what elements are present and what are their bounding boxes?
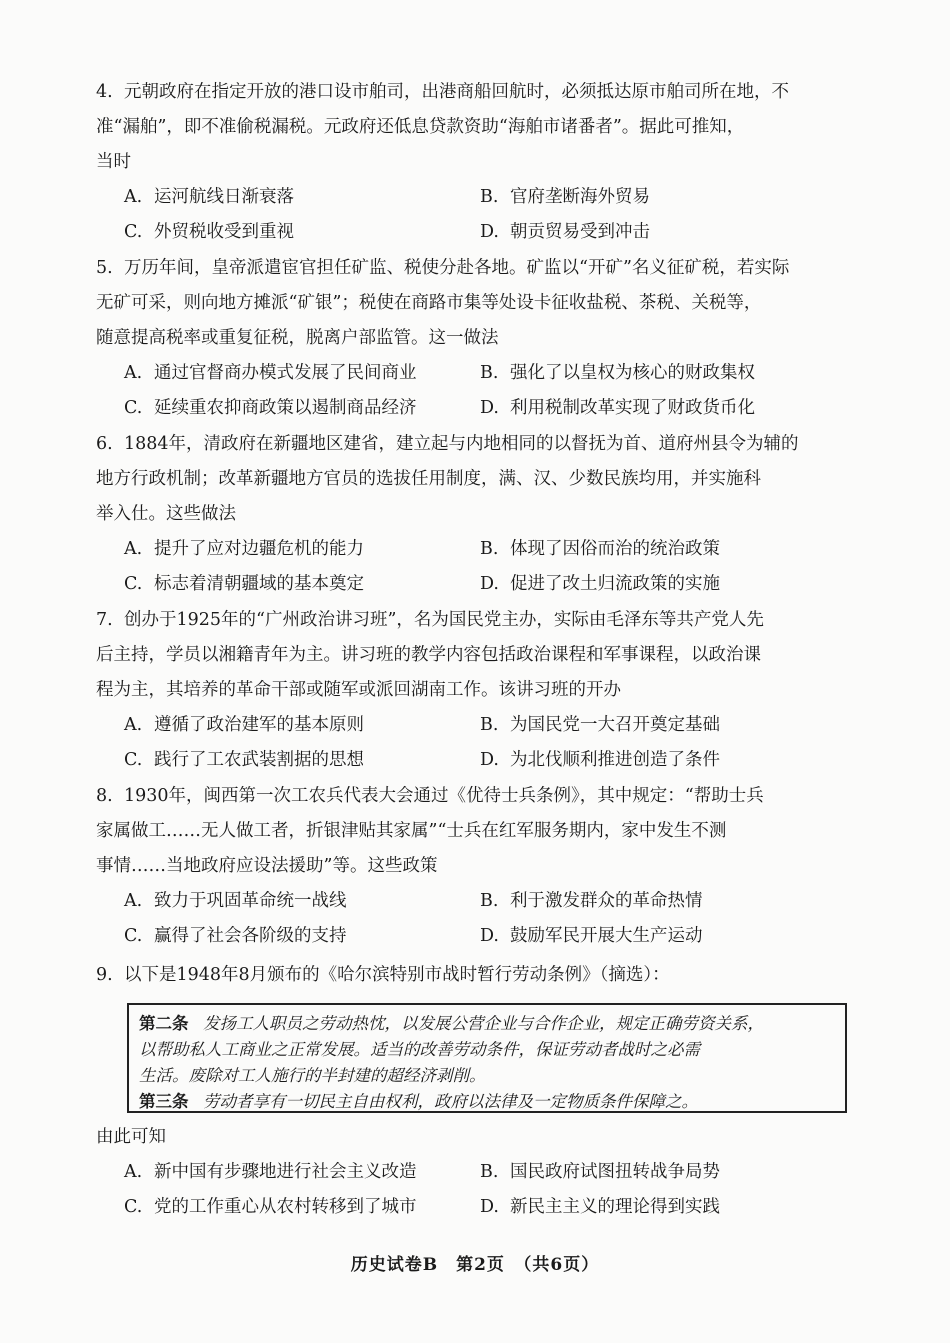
option-b: B. 体现了因俗而治的统治政策 [480,539,720,559]
option-b: B. 官府垄断海外贸易 [480,187,650,207]
option-d: D. 促进了改土归流政策的实施 [480,574,720,594]
question-stem: 4. 元朝政府在指定开放的港口设市舶司，出港商船回航时，必须抵达原市舶司所在地，不 [96,82,789,102]
option-b: B. 为国民党一大召开奠定基础 [480,715,720,735]
option-c: C. 党的工作重心从农村转移到了城市 [124,1197,417,1217]
option-d: D. 为北伐顺利推进创造了条件 [480,750,720,770]
question-stem: 9. 以下是1948年8月颁布的《哈尔滨特别市战时暂行劳动条例》（摘选）： [96,965,670,985]
options [124,1155,866,1225]
option-a: A. 通过官督商办模式发展了民间商业 [124,363,417,383]
option-c: C. 外贸税收受到重视 [124,222,294,242]
option-a: A. 遵循了政治建军的基本原则 [124,715,364,735]
question-stem: 8. 1930年，闽西第一次工农兵代表大会通过《优待士兵条例》，其中规定：“帮助士兵 [96,786,764,806]
option-a: A. 致力于巩固革命统一战线 [124,891,347,911]
question-9-options [96,1120,866,1225]
option-c: C. 延续重农抑商政策以遏制商品经济 [124,398,417,418]
article-3: 第三条 劳动者享有一切民主自由权利，政府以法律及一定物质条件保障之。 [139,1092,698,1111]
option-c: C. 践行了工农武装割据的思想 [124,750,364,770]
options [124,356,866,426]
option-d: D. 利用税制改革实现了财政货币化 [480,398,755,418]
question-4: 4. 元朝政府在指定开放的港口设市舶司，出港商船回航时，必须抵达原市舶司所在地，不 准“漏舶”，即不准偷税漏税。元政府还低息贷款资助“海舶市诸番者”。据此可推知， 当时 A. 运河航线日渐衰落 B. 官府垄断海外贸易 C. 外贸税收受到重视 D. 朝贡贸易受到冲击 [96,75,866,250]
option-b: B. 利于激发群众的革命热情 [480,891,703,911]
option-d: D. 朝贡贸易受到冲击 [480,222,650,242]
question-conclusion: 由此可知 [96,1127,166,1147]
page-footer: 历史试卷B 第2页 （共6页） [350,1255,600,1275]
question-stem: 6. 1884年，清政府在新疆地区建省，建立起与内地相同的以督抚为首、道府州县令为辅的 [96,434,799,454]
option-a: A. 提升了应对边疆危机的能力 [124,539,364,559]
question-stem: 5. 万历年间，皇帝派遣宦官担任矿监、税使分赴各地。矿监以“开矿”名义征矿税，若实际 [96,258,790,278]
option-d: D. 新民主主义的理论得到实践 [480,1197,720,1217]
options [124,708,866,778]
option-d: D. 鼓励军民开展大生产运动 [480,926,703,946]
option-c: C. 标志着清朝疆域的基本奠定 [124,574,364,594]
option-b: B. 国民政府试图扭转战争局势 [480,1162,720,1182]
option-c: C. 赢得了社会各阶级的支持 [124,926,347,946]
question-8: 8. 1930年，闽西第一次工农兵代表大会通过《优待士兵条例》，其中规定：“帮助士兵 家属做工……无人做工者，折银津贴其家属”“士兵在红军服务期内，家中发生不测 事情……当地政府应设法援助”等。这些政策 A. 致力于巩固革命统一战线 B. 利于激发群众的革命热情 C. 赢得了社会各阶级的支持 D. 鼓励军民开展大生产运动 [96,779,866,954]
question-stem: 7. 创办于1925年的“广州政治讲习班”，名为国民党主办，实际由毛泽东等共产党人先 [96,610,764,630]
article-2: 第二条 发扬工人职员之劳动热忱，以发展公营企业与合作企业，规定正确劳资关系， [139,1014,764,1033]
option-a: A. 新中国有步骤地进行社会主义改造 [124,1162,417,1182]
question-6: 6. 1884年，清政府在新疆地区建省，建立起与内地相同的以督抚为首、道府州县令为辅的 地方行政机制；改革新疆地方官员的选拔任用制度，满、汉、少数民族均用，并实施科 举入仕。这些做法 A. 提升了应对边疆危机的能力 B. 体现了因俗而治的统治政策 C. 标志着清朝疆域的基本奠定 D. 促进了改土归流政策的实施 [96,427,866,602]
excerpt-box: 第二条 发扬工人职员之劳动热忱，以发展公营企业与合作企业，规定正确劳资关系， 以帮助私人工商业之正常发展。适当的改善劳动条件，保证劳动者战时之必需 生活。废除对工人施行的半封建的超经济剥削。 第三条 劳动者享有一切民主自由权利，政府以法律及一定物质条件保障之。 [127,1003,847,1113]
options [124,884,866,954]
question-5: 5. 万历年间，皇帝派遣宦官担任矿监、税使分赴各地。矿监以“开矿”名义征矿税，若实际 无矿可采，则向地方摊派“矿银”；税使在商路市集等处设卡征收盐税、茶税、关税等， 随意提高税率或重复征税，脱离户部监管。这一做法 A. 通过官督商办模式发展了民间商业 B. 强化了以皇权为核心的财政集权 C. 延续重农抑商政策以遏制商品经济 D. 利用税制改革实现了财政货币化 [96,251,866,426]
question-7: 7. 创办于1925年的“广州政治讲习班”，名为国民党主办，实际由毛泽东等共产党人先 后主持，学员以湘籍青年为主。讲习班的教学内容包括政治课程和军事课程，以政治课 程为主，其培养的革命干部或随军或派回湖南工作。该讲习班的开办 A. 遵循了政治建军的基本原则 B. 为国民党一大召开奠定基础 C. 践行了工农武装割据的思想 D. 为北伐顺利推进创造了条件 [96,603,866,778]
options [124,532,866,602]
option-b: B. 强化了以皇权为核心的财政集权 [480,363,755,383]
options [124,180,866,250]
question-9 [96,958,866,993]
option-a: A. 运河航线日渐衰落 [124,187,294,207]
